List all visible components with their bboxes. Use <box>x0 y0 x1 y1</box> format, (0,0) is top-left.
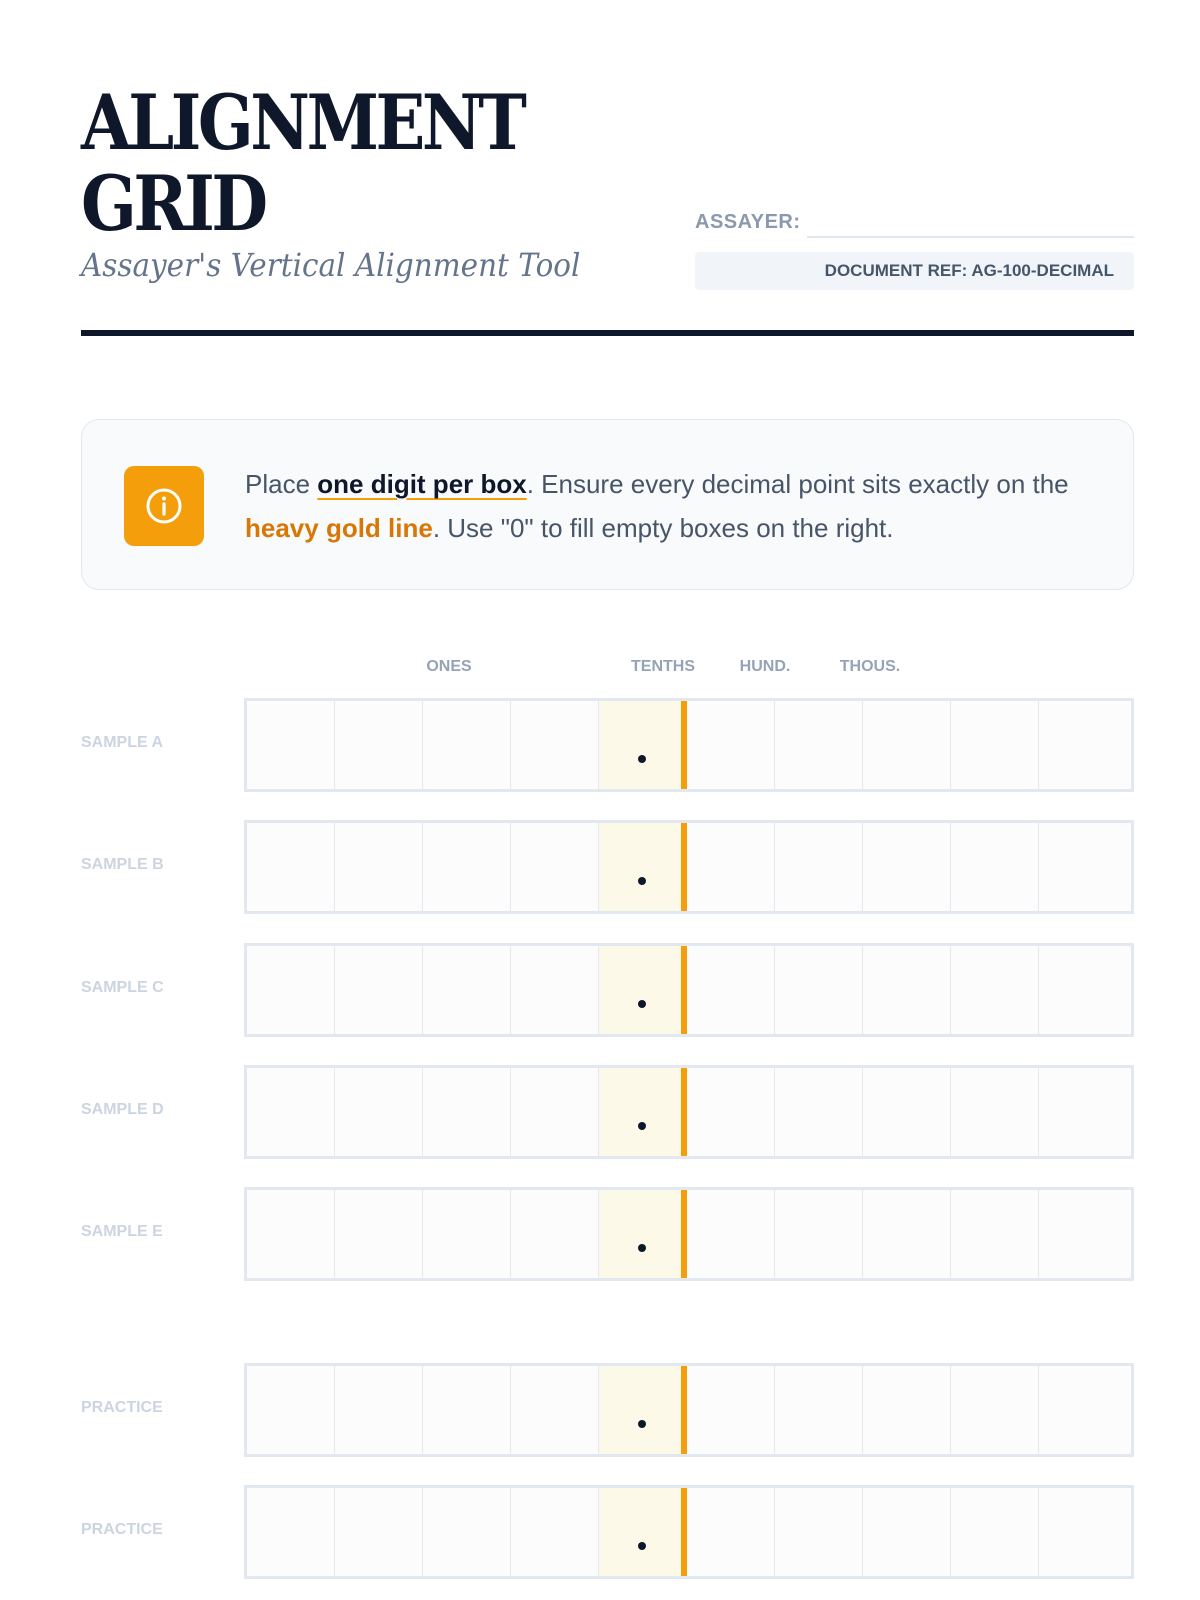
instruction-text-part-1: Place <box>245 469 318 499</box>
decimal-point-box[interactable] <box>599 946 687 1034</box>
decimal-point-box[interactable] <box>599 1488 687 1576</box>
digit-box[interactable] <box>687 1488 775 1576</box>
digit-box[interactable] <box>423 1068 511 1156</box>
digit-box[interactable] <box>775 1488 863 1576</box>
digit-box[interactable] <box>335 823 423 911</box>
digit-box[interactable] <box>775 946 863 1034</box>
digit-box[interactable] <box>423 1366 511 1454</box>
digit-box[interactable] <box>687 946 775 1034</box>
digit-box[interactable] <box>687 701 775 789</box>
digit-box[interactable] <box>1039 1190 1127 1278</box>
row-label: PRACTICE <box>81 1521 163 1538</box>
digit-box[interactable] <box>247 1488 335 1576</box>
digit-box[interactable] <box>335 1068 423 1156</box>
digit-box[interactable] <box>423 823 511 911</box>
digit-box[interactable] <box>1039 1488 1127 1576</box>
instruction-box <box>81 419 1134 590</box>
digit-box-row <box>244 1363 1134 1457</box>
digit-box-row <box>244 698 1134 792</box>
title-line-1: ALIGNMENT <box>81 78 524 167</box>
instruction-text-part-3: . Use "0" to fill empty boxes on the right. <box>432 513 894 543</box>
digit-box[interactable] <box>247 1366 335 1454</box>
digit-box[interactable] <box>863 946 951 1034</box>
grid-row <box>81 1065 1134 1159</box>
digit-box[interactable] <box>687 1068 775 1156</box>
digit-box[interactable] <box>687 1366 775 1454</box>
instruction-text-part-2: . Ensure every decimal point sits exactly on the <box>526 469 1069 499</box>
digit-box[interactable] <box>511 1366 599 1454</box>
digit-box[interactable] <box>335 1190 423 1278</box>
page-title <box>81 78 524 248</box>
digit-box[interactable] <box>247 946 335 1034</box>
digit-box[interactable] <box>423 1488 511 1576</box>
digit-box-row <box>244 1065 1134 1159</box>
digit-box[interactable] <box>335 701 423 789</box>
digit-box[interactable] <box>687 823 775 911</box>
decimal-point-dot <box>638 877 646 885</box>
grid-row <box>81 1187 1134 1281</box>
digit-box[interactable] <box>951 1488 1039 1576</box>
info-icon <box>124 466 204 546</box>
digit-box[interactable] <box>247 1068 335 1156</box>
digit-box-row <box>244 1485 1134 1579</box>
digit-box[interactable] <box>335 946 423 1034</box>
digit-box[interactable] <box>775 1366 863 1454</box>
grid-row <box>81 820 1134 914</box>
digit-box[interactable] <box>1039 946 1127 1034</box>
digit-box[interactable] <box>951 1068 1039 1156</box>
digit-box[interactable] <box>863 823 951 911</box>
digit-box[interactable] <box>247 823 335 911</box>
instruction-emphasis-one-digit: one digit per box <box>317 469 527 499</box>
digit-box[interactable] <box>951 1190 1039 1278</box>
digit-box[interactable] <box>1039 1366 1127 1454</box>
digit-box[interactable] <box>863 1190 951 1278</box>
decimal-point-box[interactable] <box>599 1190 687 1278</box>
assayer-field <box>695 208 1134 238</box>
column-headers <box>244 658 1134 682</box>
digit-box[interactable] <box>1039 1068 1127 1156</box>
row-label: SAMPLE A <box>81 734 164 751</box>
worksheet-page <box>81 0 1134 1600</box>
digit-box[interactable] <box>423 946 511 1034</box>
decimal-point-dot <box>638 1000 646 1008</box>
digit-box[interactable] <box>951 1366 1039 1454</box>
document-ref-badge: DOCUMENT REF: AG-100-DECIMAL <box>695 252 1134 290</box>
grid-row <box>81 1363 1134 1457</box>
digit-box[interactable] <box>775 1190 863 1278</box>
row-label: SAMPLE B <box>81 856 164 873</box>
digit-box-row <box>244 820 1134 914</box>
digit-box[interactable] <box>863 701 951 789</box>
digit-box[interactable] <box>951 823 1039 911</box>
decimal-point-box[interactable] <box>599 1366 687 1454</box>
digit-box[interactable] <box>423 1190 511 1278</box>
column-header-ones: ONES <box>426 658 472 675</box>
digit-box[interactable] <box>1039 701 1127 789</box>
digit-box[interactable] <box>511 1488 599 1576</box>
instruction-emphasis-gold-line: heavy gold line <box>245 513 433 543</box>
page-subtitle: Assayer's Vertical Alignment Tool <box>81 246 581 284</box>
digit-box[interactable] <box>511 1068 599 1156</box>
column-header-hundredths: HUND. <box>739 658 791 675</box>
instruction-text <box>245 462 1105 550</box>
digit-box-row <box>244 1187 1134 1281</box>
assayer-label: ASSAYER: <box>695 211 801 233</box>
digit-box[interactable] <box>687 1190 775 1278</box>
title-line-2: GRID <box>81 159 265 248</box>
digit-box[interactable] <box>511 823 599 911</box>
grid-row <box>81 943 1134 1037</box>
digit-box[interactable] <box>335 1366 423 1454</box>
decimal-point-dot <box>638 1542 646 1550</box>
decimal-point-dot <box>638 755 646 763</box>
decimal-point-dot <box>638 1244 646 1252</box>
row-label: SAMPLE C <box>81 979 164 996</box>
digit-box[interactable] <box>423 701 511 789</box>
digit-box[interactable] <box>511 701 599 789</box>
digit-box[interactable] <box>775 701 863 789</box>
digit-box[interactable] <box>511 946 599 1034</box>
column-header-tenths: TENTHS <box>631 658 695 675</box>
digit-box[interactable] <box>775 823 863 911</box>
header-divider <box>81 330 1134 336</box>
digit-box-row <box>244 943 1134 1037</box>
digit-box[interactable] <box>247 1190 335 1278</box>
digit-box[interactable] <box>951 946 1039 1034</box>
decimal-point-box[interactable] <box>599 1068 687 1156</box>
digit-box[interactable] <box>863 1366 951 1454</box>
decimal-point-dot <box>638 1122 646 1130</box>
digit-box[interactable] <box>247 701 335 789</box>
digit-box[interactable] <box>511 1190 599 1278</box>
decimal-point-dot <box>638 1420 646 1428</box>
digit-box[interactable] <box>335 1488 423 1576</box>
grid-row <box>81 698 1134 792</box>
grid-row <box>81 1485 1134 1579</box>
digit-box[interactable] <box>863 1488 951 1576</box>
column-header-thousandths: THOUS. <box>839 658 901 675</box>
decimal-point-box[interactable] <box>599 701 687 789</box>
row-label: PRACTICE <box>81 1399 163 1416</box>
digit-box[interactable] <box>775 1068 863 1156</box>
digit-box[interactable] <box>863 1068 951 1156</box>
row-label: SAMPLE D <box>81 1101 164 1118</box>
digit-box[interactable] <box>1039 823 1127 911</box>
decimal-point-box[interactable] <box>599 823 687 911</box>
row-label: SAMPLE E <box>81 1223 163 1240</box>
assayer-signature-line[interactable] <box>807 236 1134 238</box>
digit-box[interactable] <box>951 701 1039 789</box>
